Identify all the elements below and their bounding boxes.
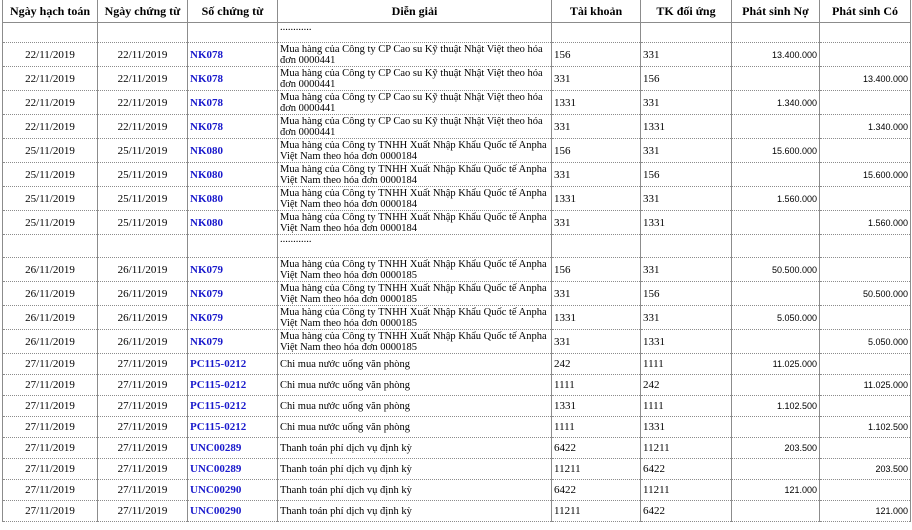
credit-cell <box>820 438 911 459</box>
document-date-cell: 26/11/2019 <box>98 306 188 330</box>
description-cell: Thanh toán phí dịch vụ định kỳ <box>278 480 552 501</box>
posting-date-cell: 26/11/2019 <box>3 282 98 306</box>
table-row <box>3 139 911 163</box>
description-cell: Thanh toán phí dịch vụ định kỳ <box>278 438 552 459</box>
document-date-cell: 25/11/2019 <box>98 211 188 235</box>
ellipsis-text: ............ <box>278 235 552 258</box>
debit-cell: 11.025.000 <box>732 354 820 375</box>
table-row <box>3 43 911 67</box>
document-date-cell: 27/11/2019 <box>98 417 188 438</box>
posting-date-cell: 27/11/2019 <box>3 438 98 459</box>
description-cell: Chi mua nước uống văn phòng <box>278 417 552 438</box>
document-number-link[interactable]: NK078 <box>188 115 278 139</box>
document-number-link[interactable]: UNC00289 <box>188 438 278 459</box>
debit-cell: 121.000 <box>732 480 820 501</box>
account-cell: 156 <box>552 43 641 67</box>
document-number-link[interactable]: NK078 <box>188 67 278 91</box>
credit-cell: 5.050.000 <box>820 330 911 354</box>
account-cell: 1331 <box>552 306 641 330</box>
account-cell: 331 <box>552 330 641 354</box>
debit-cell: 13.400.000 <box>732 43 820 67</box>
table-row <box>3 375 911 396</box>
document-date-cell: 27/11/2019 <box>98 354 188 375</box>
account-cell: 11211 <box>552 459 641 480</box>
col-header-posting-date: Ngày hạch toán <box>3 0 98 23</box>
document-number-link[interactable]: NK080 <box>188 163 278 187</box>
debit-cell: 5.050.000 <box>732 306 820 330</box>
debit-cell <box>732 501 820 522</box>
debit-cell <box>732 211 820 235</box>
description-cell: Chi mua nước uống văn phòng <box>278 354 552 375</box>
posting-date-cell: 22/11/2019 <box>3 115 98 139</box>
contra-account-cell: 331 <box>641 43 732 67</box>
document-date-cell: 26/11/2019 <box>98 282 188 306</box>
description-cell: Mua hàng của Công ty TNHH Xuất Nhập Khẩu Quốc tế Anpha Việt Nam theo hóa đơn 0000185 <box>278 330 552 354</box>
debit-cell <box>732 375 820 396</box>
credit-cell <box>820 139 911 163</box>
debit-cell <box>732 459 820 480</box>
credit-cell <box>820 43 911 67</box>
posting-date-cell <box>3 23 98 43</box>
account-cell: 156 <box>552 258 641 282</box>
document-number-link[interactable]: PC115-0212 <box>188 375 278 396</box>
document-number-link[interactable]: NK079 <box>188 258 278 282</box>
posting-date-cell <box>3 235 98 258</box>
document-number-link[interactable]: NK080 <box>188 211 278 235</box>
contra-account-cell: 1331 <box>641 330 732 354</box>
credit-cell: 203.500 <box>820 459 911 480</box>
debit-cell: 1.102.500 <box>732 396 820 417</box>
credit-cell: 121.000 <box>820 501 911 522</box>
contra-account-cell: 1111 <box>641 396 732 417</box>
col-header-debit: Phát sinh Nợ <box>732 0 820 23</box>
account-cell: 331 <box>552 67 641 91</box>
posting-date-cell: 22/11/2019 <box>3 43 98 67</box>
debit-cell: 50.500.000 <box>732 258 820 282</box>
debit-cell <box>732 282 820 306</box>
document-number-link[interactable]: UNC00289 <box>188 459 278 480</box>
table-row <box>3 438 911 459</box>
table-row <box>3 501 911 522</box>
posting-date-cell: 27/11/2019 <box>3 354 98 375</box>
contra-account-cell: 1331 <box>641 417 732 438</box>
col-header-document-number: Số chứng từ <box>188 0 278 23</box>
account-cell: 11211 <box>552 501 641 522</box>
contra-account-cell: 6422 <box>641 501 732 522</box>
document-number-link[interactable]: NK079 <box>188 330 278 354</box>
account-cell: 6422 <box>552 480 641 501</box>
ellipsis-row <box>3 23 911 43</box>
credit-cell: 1.102.500 <box>820 417 911 438</box>
document-number-link[interactable]: PC115-0212 <box>188 396 278 417</box>
description-cell: Mua hàng của Công ty CP Cao su Kỹ thuật Nhật Việt theo hóa đơn 0000441 <box>278 115 552 139</box>
description-cell: Chi mua nước uống văn phòng <box>278 396 552 417</box>
table-row <box>3 115 911 139</box>
document-date-cell: 27/11/2019 <box>98 375 188 396</box>
posting-date-cell: 22/11/2019 <box>3 67 98 91</box>
credit-cell: 1.340.000 <box>820 115 911 139</box>
document-number-link[interactable]: UNC00290 <box>188 501 278 522</box>
credit-cell <box>820 91 911 115</box>
table-row <box>3 459 911 480</box>
document-date-cell: 22/11/2019 <box>98 91 188 115</box>
credit-cell <box>820 235 911 258</box>
contra-account-cell: 1331 <box>641 211 732 235</box>
debit-cell <box>732 163 820 187</box>
posting-date-cell: 26/11/2019 <box>3 306 98 330</box>
account-cell: 1331 <box>552 187 641 211</box>
debit-cell <box>732 417 820 438</box>
credit-cell: 11.025.000 <box>820 375 911 396</box>
document-date-cell: 25/11/2019 <box>98 139 188 163</box>
contra-account-cell: 156 <box>641 163 732 187</box>
document-date-cell: 22/11/2019 <box>98 43 188 67</box>
debit-cell <box>732 23 820 43</box>
table-row <box>3 354 911 375</box>
ellipsis-text: ............ <box>278 23 552 43</box>
contra-account-cell: 331 <box>641 306 732 330</box>
debit-cell <box>732 115 820 139</box>
description-cell: Mua hàng của Công ty TNHH Xuất Nhập Khẩu Quốc tế Anpha Việt Nam theo hóa đơn 0000184 <box>278 139 552 163</box>
document-number-link[interactable]: NK078 <box>188 91 278 115</box>
account-cell: 1331 <box>552 396 641 417</box>
table-row <box>3 282 911 306</box>
document-number-link[interactable]: NK080 <box>188 139 278 163</box>
col-header-credit: Phát sinh Có <box>820 0 911 23</box>
description-cell: Mua hàng của Công ty TNHH Xuất Nhập Khẩu Quốc tế Anpha Việt Nam theo hóa đơn 0000184 <box>278 187 552 211</box>
document-date-cell: 27/11/2019 <box>98 459 188 480</box>
description-cell: Mua hàng của Công ty TNHH Xuất Nhập Khẩu Quốc tế Anpha Việt Nam theo hóa đơn 0000185 <box>278 282 552 306</box>
description-cell: Mua hàng của Công ty TNHH Xuất Nhập Khẩu Quốc tế Anpha Việt Nam theo hóa đơn 0000185 <box>278 306 552 330</box>
document-number-link[interactable]: PC115-0212 <box>188 417 278 438</box>
debit-cell <box>732 330 820 354</box>
account-cell: 331 <box>552 115 641 139</box>
credit-cell <box>820 306 911 330</box>
posting-date-cell: 25/11/2019 <box>3 139 98 163</box>
contra-account-cell <box>641 235 732 258</box>
table-row <box>3 417 911 438</box>
credit-cell <box>820 396 911 417</box>
description-cell: Mua hàng của Công ty CP Cao su Kỹ thuật Nhật Việt theo hóa đơn 0000441 <box>278 67 552 91</box>
contra-account-cell: 331 <box>641 187 732 211</box>
posting-date-cell: 27/11/2019 <box>3 501 98 522</box>
document-number-link[interactable]: NK080 <box>188 187 278 211</box>
debit-cell: 1.340.000 <box>732 91 820 115</box>
document-date-cell: 27/11/2019 <box>98 501 188 522</box>
credit-cell: 15.600.000 <box>820 163 911 187</box>
document-number-cell <box>188 23 278 43</box>
posting-date-cell: 27/11/2019 <box>3 396 98 417</box>
contra-account-cell: 11211 <box>641 438 732 459</box>
col-header-document-date: Ngày chứng từ <box>98 0 188 23</box>
document-date-cell: 27/11/2019 <box>98 438 188 459</box>
credit-cell <box>820 187 911 211</box>
table-row <box>3 480 911 501</box>
credit-cell <box>820 354 911 375</box>
header-row <box>3 0 911 23</box>
document-number-link[interactable]: NK079 <box>188 306 278 330</box>
contra-account-cell: 11211 <box>641 480 732 501</box>
document-date-cell: 25/11/2019 <box>98 187 188 211</box>
contra-account-cell: 156 <box>641 67 732 91</box>
account-cell: 331 <box>552 282 641 306</box>
contra-account-cell: 331 <box>641 258 732 282</box>
debit-cell: 15.600.000 <box>732 139 820 163</box>
account-cell: 331 <box>552 163 641 187</box>
account-cell <box>552 235 641 258</box>
contra-account-cell: 331 <box>641 139 732 163</box>
credit-cell <box>820 480 911 501</box>
debit-cell <box>732 67 820 91</box>
ellipsis-row <box>3 235 911 258</box>
posting-date-cell: 27/11/2019 <box>3 417 98 438</box>
document-number-link[interactable]: UNC00290 <box>188 480 278 501</box>
table-row <box>3 258 911 282</box>
document-date-cell: 26/11/2019 <box>98 330 188 354</box>
document-date-cell: 26/11/2019 <box>98 258 188 282</box>
account-cell: 331 <box>552 211 641 235</box>
account-cell: 1111 <box>552 375 641 396</box>
description-cell: Mua hàng của Công ty CP Cao su Kỹ thuật Nhật Việt theo hóa đơn 0000441 <box>278 91 552 115</box>
description-cell: Mua hàng của Công ty TNHH Xuất Nhập Khẩu Quốc tế Anpha Việt Nam theo hóa đơn 0000184 <box>278 163 552 187</box>
debit-cell: 1.560.000 <box>732 187 820 211</box>
document-date-cell: 25/11/2019 <box>98 163 188 187</box>
account-cell: 242 <box>552 354 641 375</box>
document-date-cell: 22/11/2019 <box>98 115 188 139</box>
posting-date-cell: 26/11/2019 <box>3 258 98 282</box>
credit-cell <box>820 258 911 282</box>
table-row <box>3 187 911 211</box>
posting-date-cell: 27/11/2019 <box>3 459 98 480</box>
contra-account-cell: 1331 <box>641 115 732 139</box>
document-date-cell: 27/11/2019 <box>98 396 188 417</box>
table-row <box>3 91 911 115</box>
description-cell: Thanh toán phí dịch vụ định kỳ <box>278 501 552 522</box>
account-cell: 6422 <box>552 438 641 459</box>
document-date-cell <box>98 235 188 258</box>
debit-cell <box>732 235 820 258</box>
col-header-description: Diễn giải <box>278 0 552 23</box>
table-row <box>3 67 911 91</box>
contra-account-cell <box>641 23 732 43</box>
table-row <box>3 306 911 330</box>
account-cell: 1331 <box>552 91 641 115</box>
col-header-contra-account: TK đối ứng <box>641 0 732 23</box>
contra-account-cell: 156 <box>641 282 732 306</box>
credit-cell: 13.400.000 <box>820 67 911 91</box>
account-cell: 156 <box>552 139 641 163</box>
credit-cell: 1.560.000 <box>820 211 911 235</box>
table-row <box>3 330 911 354</box>
document-number-link[interactable]: NK078 <box>188 43 278 67</box>
description-cell: Mua hàng của Công ty TNHH Xuất Nhập Khẩu Quốc tế Anpha Việt Nam theo hóa đơn 0000185 <box>278 258 552 282</box>
debit-cell: 203.500 <box>732 438 820 459</box>
document-number-cell <box>188 235 278 258</box>
document-number-link[interactable]: PC115-0212 <box>188 354 278 375</box>
description-cell: Chi mua nước uống văn phòng <box>278 375 552 396</box>
contra-account-cell: 6422 <box>641 459 732 480</box>
contra-account-cell: 242 <box>641 375 732 396</box>
contra-account-cell: 1111 <box>641 354 732 375</box>
table-row <box>3 163 911 187</box>
posting-date-cell: 26/11/2019 <box>3 330 98 354</box>
table-row <box>3 396 911 417</box>
ledger-body <box>3 23 911 522</box>
document-date-cell: 27/11/2019 <box>98 480 188 501</box>
description-cell: Mua hàng của Công ty TNHH Xuất Nhập Khẩu Quốc tế Anpha Việt Nam theo hóa đơn 0000184 <box>278 211 552 235</box>
posting-date-cell: 27/11/2019 <box>3 480 98 501</box>
col-header-account: Tài khoản <box>552 0 641 23</box>
posting-date-cell: 22/11/2019 <box>3 91 98 115</box>
table-row <box>3 211 911 235</box>
account-cell: 1111 <box>552 417 641 438</box>
document-date-cell: 22/11/2019 <box>98 67 188 91</box>
document-number-link[interactable]: NK079 <box>188 282 278 306</box>
document-date-cell <box>98 23 188 43</box>
posting-date-cell: 25/11/2019 <box>3 187 98 211</box>
contra-account-cell: 331 <box>641 91 732 115</box>
credit-cell: 50.500.000 <box>820 282 911 306</box>
posting-date-cell: 25/11/2019 <box>3 211 98 235</box>
description-cell: Mua hàng của Công ty CP Cao su Kỹ thuật Nhật Việt theo hóa đơn 0000441 <box>278 43 552 67</box>
posting-date-cell: 27/11/2019 <box>3 375 98 396</box>
description-cell: Thanh toán phí dịch vụ định kỳ <box>278 459 552 480</box>
posting-date-cell: 25/11/2019 <box>3 163 98 187</box>
account-cell <box>552 23 641 43</box>
credit-cell <box>820 23 911 43</box>
ledger-table <box>2 0 911 522</box>
